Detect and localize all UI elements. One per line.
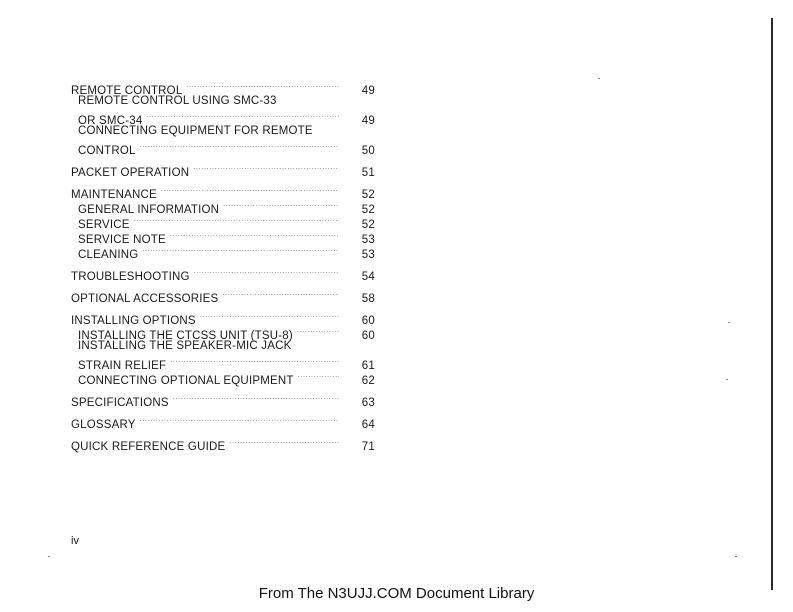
toc-entry-title: PACKET OPERATION [71,167,190,179]
toc-entry-title: CONNECTING OPTIONAL EQUIPMENT [78,375,294,387]
toc-entry-title: SERVICE NOTE [78,234,166,246]
toc-entry-page: 64 [361,419,375,431]
toc-entry [71,391,375,409]
toc-subentry [71,354,375,372]
toc-entry-title: MAINTENANCE [71,189,157,201]
dot-leader [146,109,339,124]
toc-subentry [71,139,375,157]
toc-entry-page: 60 [361,330,375,342]
scan-speck [728,322,730,323]
dot-leader [170,354,339,369]
toc-subentry [71,339,375,354]
library-footer: From The N3UJJ.COM Document Library [258,585,535,602]
toc-entry [71,435,375,453]
toc-entry-title: SPECIFICATIONS [71,397,169,409]
toc-entry-page: 51 [361,167,375,179]
toc-subentry [71,124,375,139]
toc-entry-page: 49 [361,85,375,97]
dot-leader [186,79,339,94]
toc-entry-title: STRAIN RELIEF [78,360,167,372]
dot-leader [161,183,339,198]
toc-entry-title: CONNECTING EQUIPMENT FOR REMOTE [78,125,313,137]
toc-entry-page: 61 [361,360,375,372]
dot-leader [222,287,339,302]
toc-entry-page: 71 [361,441,375,453]
toc-entry [71,265,375,283]
toc-entry-title: OPTIONAL ACCESSORIES [71,293,219,305]
toc-entry-title: QUICK REFERENCE GUIDE [71,441,226,453]
toc-entry-page: 53 [361,234,375,246]
toc-entry-title: REMOTE CONTROL USING SMC-33 [78,95,277,107]
dot-leader [170,228,339,243]
toc-entry [71,413,375,431]
toc-entry-title: INSTALLING THE SPEAKER-MIC JACK [78,340,292,352]
dot-leader [223,198,339,213]
toc-entry [71,183,375,201]
toc-entry-title: INSTALLING THE CTCSS UNIT (TSU-8) [78,330,293,342]
scan-speck [598,78,600,79]
toc-entry-title: REMOTE CONTROL [71,85,183,97]
toc-entry-page: 52 [361,189,375,201]
dot-leader [229,435,339,450]
toc-entry-page: 52 [361,219,375,231]
scan-speck [48,556,50,557]
toc-entry-title: SERVICE [78,219,130,231]
toc-subentry [71,109,375,127]
toc-subentry [71,94,375,109]
toc-entry [71,79,375,97]
dot-leader [134,213,339,228]
toc-entry-title: CONTROL [78,145,136,157]
dot-leader [298,369,339,384]
dot-leader [194,265,339,280]
toc-entry-page: 54 [361,271,375,283]
toc-entry-title: GLOSSARY [71,419,136,431]
toc-entry-title: OR SMC-34 [78,115,143,127]
toc-entry [71,309,375,327]
toc-entry-page: 62 [361,375,375,387]
toc-entry-page: 53 [361,249,375,261]
dot-leader [142,243,339,258]
toc-entry-page: 49 [361,115,375,127]
page-edge-line [771,18,773,590]
toc-entry-title: TROUBLESHOOTING [71,271,190,283]
toc-entry-page: 63 [361,397,375,409]
dot-leader [297,324,339,339]
dot-leader [140,139,339,154]
dot-leader [173,391,339,406]
toc-entry-title: INSTALLING OPTIONS [71,315,196,327]
toc-entry [71,287,375,305]
page-number: iv [71,535,79,547]
toc-entry-page: 50 [361,145,375,157]
toc-entry-title: CLEANING [78,249,139,261]
scan-speck [726,379,728,380]
scan-speck [735,556,737,557]
toc-entry-page: 52 [361,204,375,216]
toc-entry [71,161,375,179]
toc-entry-page: 58 [361,293,375,305]
dot-leader [193,161,339,176]
toc-entry-page: 60 [361,315,375,327]
dot-leader [200,309,339,324]
table-of-contents [71,79,375,453]
dot-leader [140,413,339,428]
toc-entry-title: GENERAL INFORMATION [78,204,220,216]
